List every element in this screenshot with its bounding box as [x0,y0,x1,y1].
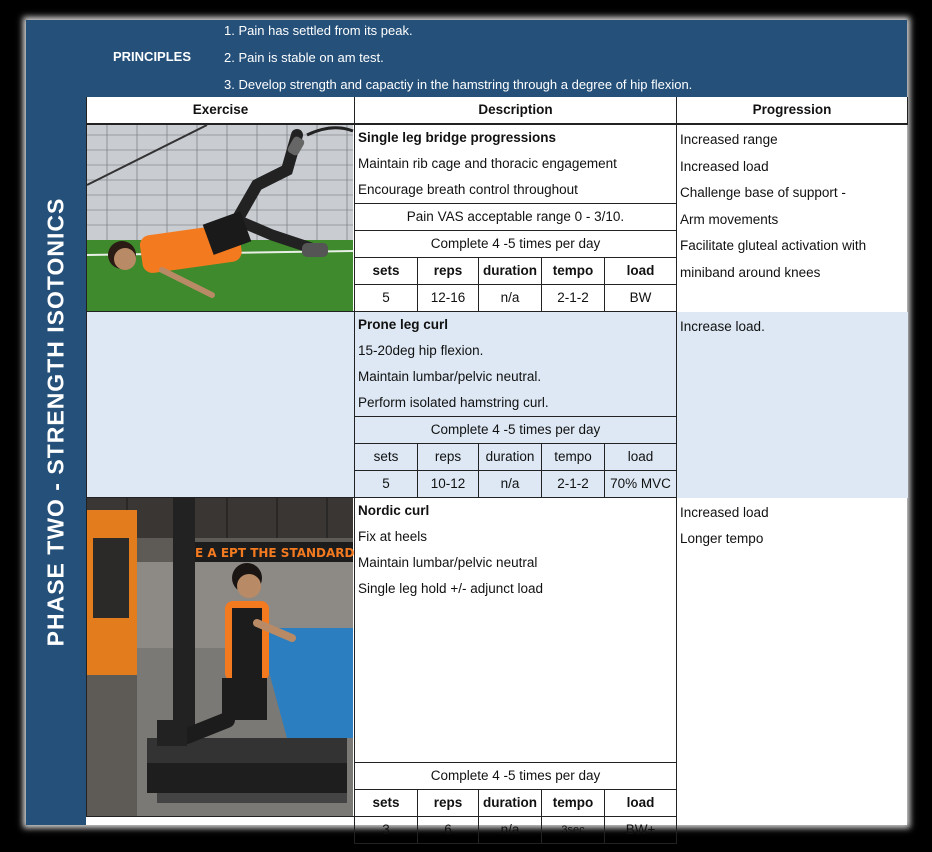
progression-item: Arm movements [680,211,779,227]
param-value-row [87,817,908,844]
param-sets: 5 [355,285,418,312]
progression-item: Challenge base of support - [680,185,846,201]
param-duration: n/a [479,817,542,844]
gym-banner: E A EPT THE STANDARD [195,546,355,560]
param-header-sets: sets [355,258,418,285]
progression-item: Facilitate gluteal activation with [680,238,867,254]
progression-item: Increased range [680,132,778,147]
param-reps: 12-16 [418,285,479,312]
exercise-table [86,97,908,844]
param-header-sets: sets [355,790,418,817]
param-header-tempo: tempo [542,790,605,817]
description-line: Fix at heels [355,524,677,550]
progression-cell [677,498,908,817]
table-row [87,312,908,339]
param-tempo: 2-1-2 [542,471,605,498]
exercise-title: Nordic curl [355,498,677,525]
param-header-load: load [605,790,677,817]
param-duration: n/a [479,471,542,498]
description-line: 15-20deg hip flexion. [355,338,677,364]
description-line: Maintain lumbar/pelvic neutral. [355,364,677,390]
param-load: 70% MVC [605,471,677,498]
principles-label: PRINCIPLES [113,49,192,64]
principles-band [86,20,907,97]
nordic-photo [87,498,353,816]
progression-cell [677,312,908,498]
header-exercise: Exercise [87,97,355,124]
progression-item: miniband around knees [680,264,821,280]
param-header-reps: reps [418,790,479,817]
description-line: Maintain rib cage and thoracic engagement [355,151,677,177]
phase-sidebar [26,20,86,825]
param-load: BW [605,285,677,312]
frequency-text: Complete 4 -5 times per day [355,231,677,258]
param-reps: 6 [418,817,479,844]
description-line: Perform isolated hamstring curl. [355,390,677,417]
description-line: Encourage breath control throughout [355,177,677,204]
param-duration: n/a [479,285,542,312]
param-header-sets: sets [355,444,418,471]
param-header-duration: duration [479,444,542,471]
progression-item: Increased load [680,504,769,520]
table-row [87,124,908,151]
phase-title: PHASE TWO - STRENGTH ISOTONICS [42,197,69,647]
principle-item: 2. Pain is stable on am test. [224,50,384,65]
pain-range: Pain VAS acceptable range 0 - 3/10. [355,204,677,231]
description-line: Single leg hold +/- adjunct load [355,576,677,602]
param-reps: 10-12 [418,471,479,498]
param-header-reps: reps [418,258,479,285]
table-row [87,498,908,525]
header-progression: Progression [677,97,908,124]
principle-item: 1. Pain has settled from its peak. [224,23,413,38]
frequency-text: Complete 4 -5 times per day [355,417,677,444]
param-header-load: load [605,258,677,285]
table-header-row [87,97,908,124]
param-header-load: load [605,444,677,471]
bridge-photo [87,125,353,311]
param-header-tempo: tempo [542,444,605,471]
description-spacer [355,602,677,763]
param-header-reps: reps [418,444,479,471]
header-description: Description [355,97,677,124]
principle-item: 3. Develop strength and capactiy in the hamstring through a degree of hip flexion. [224,77,693,92]
programme-sheet [26,20,907,837]
exercise-title: Single leg bridge progressions [355,124,677,151]
progression-cell [677,124,908,312]
param-load: BW+ [605,817,677,844]
param-header-duration: duration [479,258,542,285]
exercise-photo-empty [87,312,355,498]
exercise-title: Prone leg curl [355,312,677,339]
description-line: Maintain lumbar/pelvic neutral [355,550,677,576]
exercise-photo-nordic [87,498,355,817]
param-sets: 5 [355,471,418,498]
exercise-photo-bridge [87,124,355,312]
param-tempo: 2-1-2 [542,285,605,312]
frequency-text: Complete 4 -5 times per day [355,763,677,790]
param-sets: 3 [355,817,418,844]
param-tempo: 3sec [542,817,605,844]
param-header-duration: duration [479,790,542,817]
progression-item: Increased load [680,158,769,174]
progression-item: Longer tempo [680,531,764,547]
param-header-tempo: tempo [542,258,605,285]
progression-item: Increase load. [680,318,765,334]
